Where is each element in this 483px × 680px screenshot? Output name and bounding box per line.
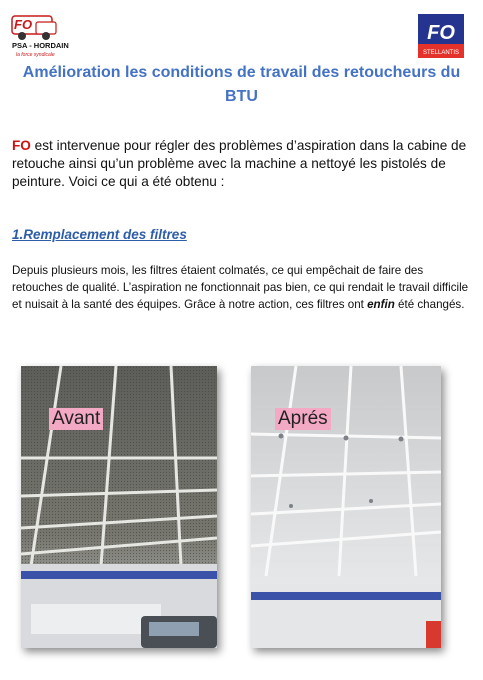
logo-right-brand: FO [427,22,455,44]
photo-after [251,366,441,648]
logo-left-company: PSA - HORDAIN [12,41,69,50]
section-body-end: été changés. [394,298,465,311]
logo-left-brand: FO [14,17,33,32]
fo-stellantis-logo [418,14,464,58]
intro-paragraph [12,137,472,191]
section-body-emphasis: enfin [367,298,395,311]
fo-psa-hordain-logo [10,12,70,58]
photo-before-label: Avant [49,408,103,430]
logo-right-company: STELLANTIS [422,50,460,56]
section-heading: 1.Remplacement des filtres [12,227,187,242]
intro-fo-highlight: FO [12,138,31,153]
logo-left-tagline: la force syndicale [16,52,55,58]
intro-text: est intervenue pour régler des problèmes d’aspiration dans la cabine de retouche ainsi qu’un problème avec la machine a nettoyé les pistolés de peinture. Voici ce qui a été obtenu : [12,138,467,189]
section-body-text: Depuis plusieurs mois, les filtres étaient colmatés, ce qui empêchait de faire des retouches de qualité. L’aspiration ne fonctionnait pas bien, ce qui rendait le travail difficile et nuisait à la santé des équipes. Grâce à notre action, ces filtres ont [12,264,469,311]
photo-after-label: Aprés [275,408,331,430]
page-title: Amélioration les conditions de travail des retoucheurs du BTU [22,64,461,105]
section-body [12,262,474,313]
photo-before [21,366,217,648]
